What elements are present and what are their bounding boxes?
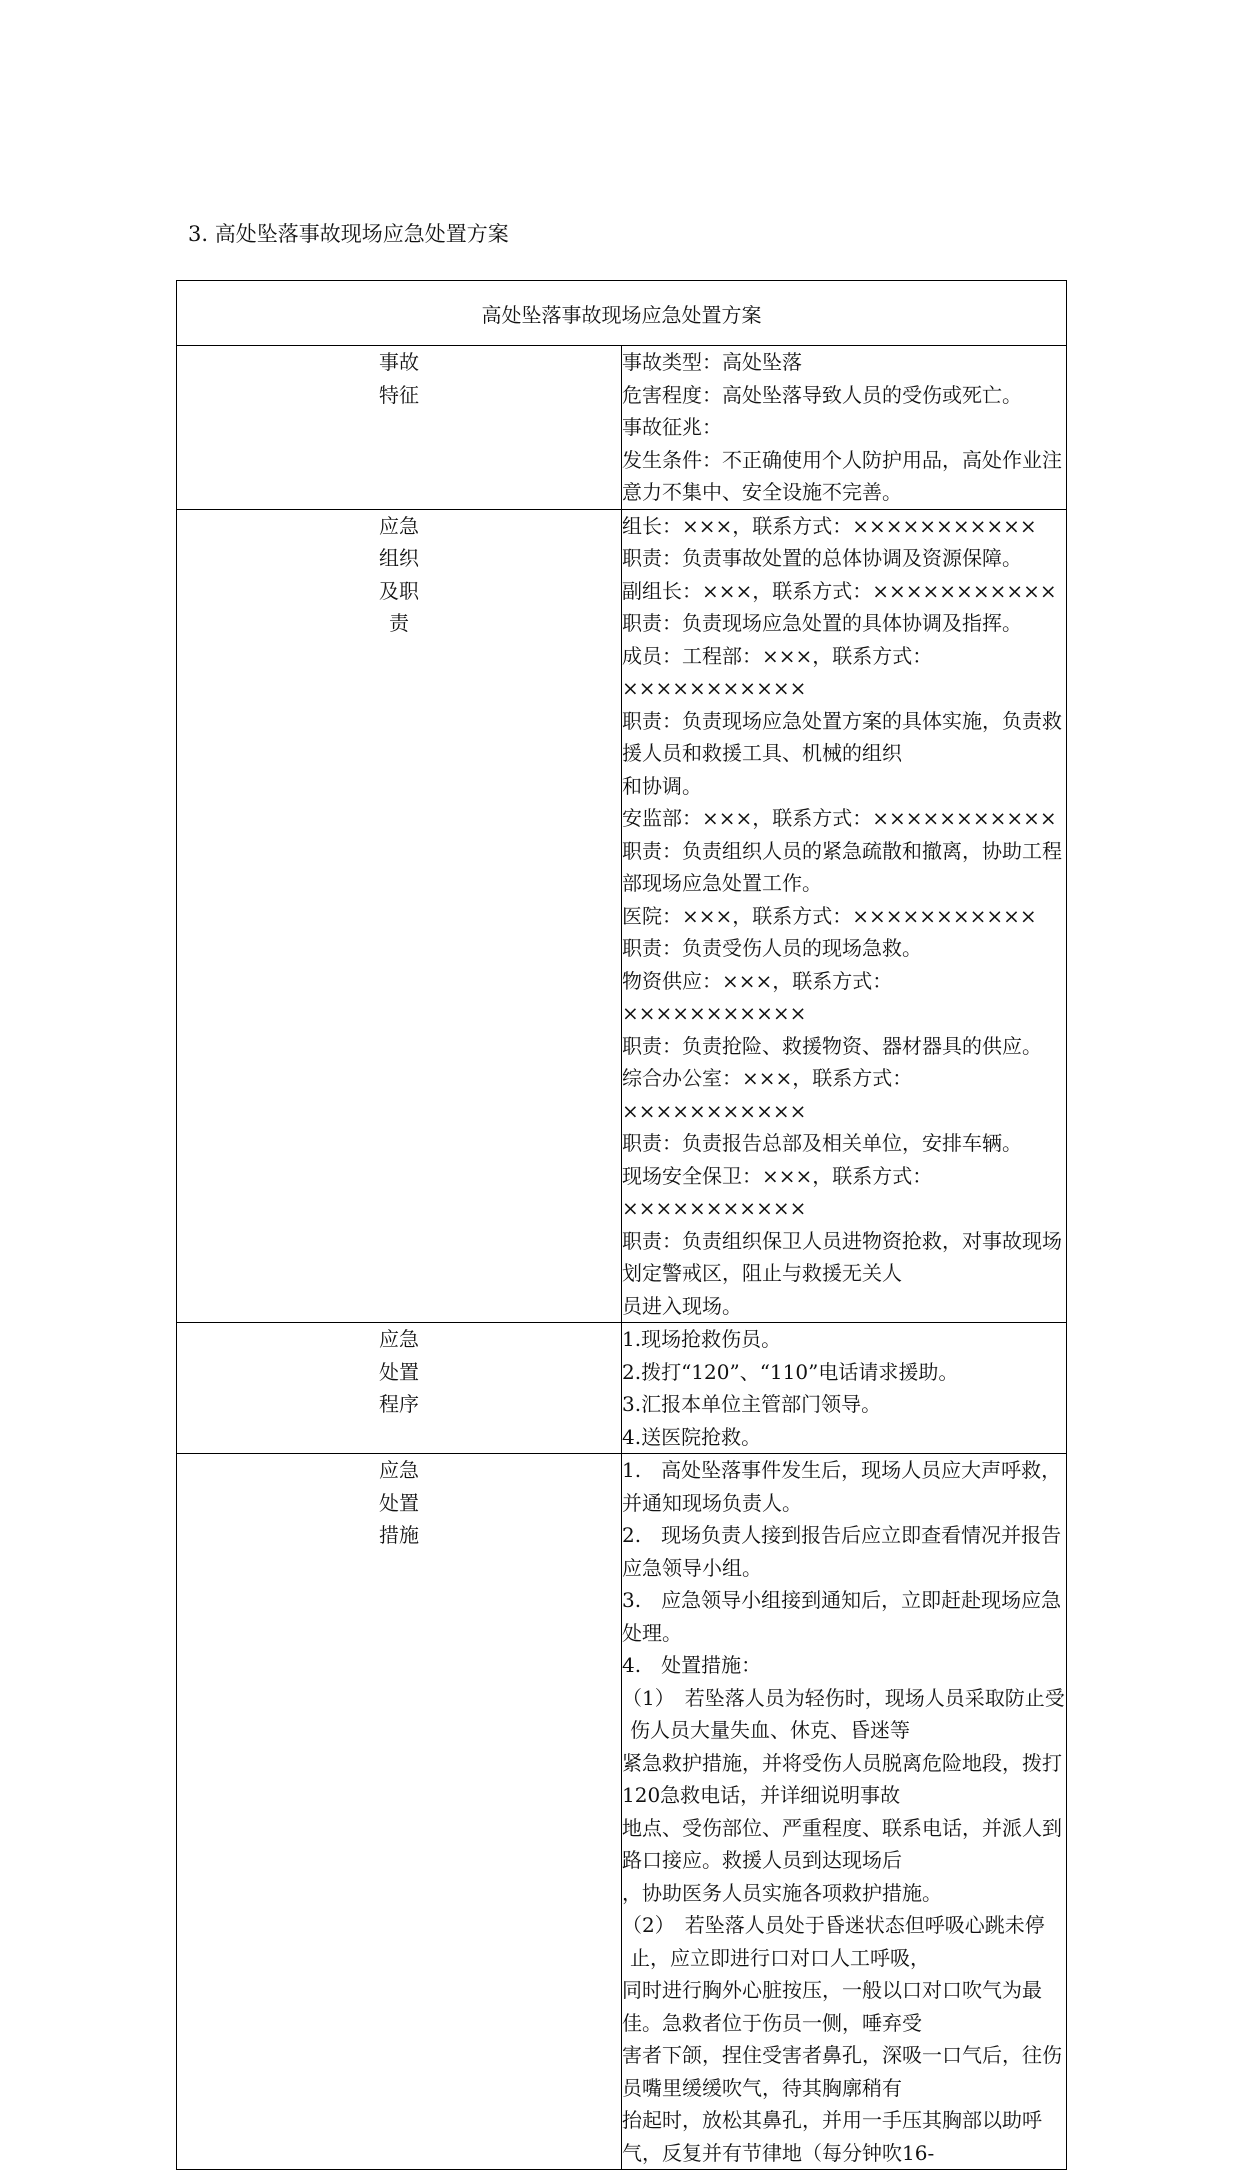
- content-line: 事故征兆：: [622, 415, 722, 439]
- label-line: 应急: [379, 513, 419, 538]
- content-line: 医院：×××，联系方式：×××××××××××: [622, 903, 1037, 928]
- content-line: 事故类型：高处坠落: [622, 350, 802, 374]
- content-line: 职责：负责组织保卫人员进物资抢救，对事故现场划定警戒区，阻止与救援无关人: [622, 1228, 1062, 1285]
- content-line: 职责：负责报告总部及相关单位，安排车辆。: [622, 1131, 1022, 1155]
- content-line: 同时进行胸外心脏按压，一般以口对口吹气为最佳。急救者位于伤员一侧，唾弃受: [622, 1978, 1042, 2035]
- content-line: 发生条件：不正确使用个人防护用品，高处作业注意力不集中、安全设施不完善。: [622, 447, 1062, 504]
- content-line: 4.送医院抢救。: [622, 1424, 762, 1449]
- row-content: [622, 346, 1067, 510]
- label-line: 应急: [379, 1458, 419, 1482]
- content-line: 危害程度：高处坠落导致人员的受伤或死亡。: [622, 382, 1022, 407]
- section-heading: 3. 高处坠落事故现场应急处置方案: [188, 222, 509, 246]
- content-line: 抬起时，放松其鼻孔，并用一手压其胸部以助呼气，反复并有节律地（每分钟吹16-: [622, 2108, 1042, 2165]
- table-row: [177, 346, 1067, 510]
- table-title: 高处坠落事故现场应急处置方案: [177, 281, 1067, 346]
- row-label: [177, 346, 622, 510]
- label-line: 处置: [379, 1490, 419, 1515]
- content-line: 综合办公室：×××，联系方式：×××××××××××: [622, 1066, 913, 1123]
- content-line: 和协调。: [622, 773, 702, 798]
- content-line: 紧急救护措施，并将受伤人员脱离危险地段，拨打120急救电话，并详细说明事故: [622, 1750, 1062, 1807]
- content-line: 物资供应：×××，联系方式：×××××××××××: [622, 968, 893, 1025]
- content-line: 职责：负责抢险、救援物资、器材器具的供应。: [622, 1033, 1042, 1058]
- content-line: 员进入现场。: [622, 1293, 742, 1318]
- content-line: 4. 处置措施：: [622, 1653, 762, 1677]
- content-line: 3.汇报本单位主管部门领导。: [622, 1392, 882, 1416]
- content-line: 1. 高处坠落事件发生后，现场人员应大声呼救，并通知现场负责人。: [622, 1458, 1062, 1515]
- content-line: 安监部：×××，联系方式：×××××××××××: [622, 806, 1057, 830]
- content-line: 1.现场抢救伤员。: [622, 1327, 782, 1351]
- row-content: [622, 1323, 1067, 1454]
- row-label: [177, 509, 622, 1323]
- row-label: [177, 1323, 622, 1454]
- row-label: [177, 1454, 622, 2170]
- label-line: 及职: [379, 578, 419, 603]
- content-line: 现场安全保卫：×××，联系方式：×××××××××××: [622, 1163, 933, 1220]
- content-line: 职责：负责受伤人员的现场急救。: [622, 936, 922, 960]
- label-line: 事故: [379, 350, 419, 374]
- content-line: 2. 现场负责人接到报告后应立即查看情况并报告应急领导小组。: [622, 1523, 1062, 1580]
- content-line: 职责：负责现场应急处置方案的具体实施，负责救援人员和救援工具、机械的组织: [622, 708, 1062, 765]
- label-line: 措施: [379, 1523, 419, 1547]
- table-row: [177, 1454, 1067, 2170]
- row-content: [622, 1454, 1067, 2170]
- content-line: ，协助医务人员实施各项救护措施。: [622, 1880, 942, 1905]
- content-line: 地点、受伤部位、严重程度、联系电话，并派人到路口接应。救援人员到达现场后: [622, 1815, 1062, 1872]
- table-row: [177, 1323, 1067, 1454]
- content-line: （2） 若坠落人员处于昏迷状态但呼吸心跳未停止，应立即进行口对口人工呼吸，: [622, 1913, 1045, 1970]
- content-line: 副组长：×××，联系方式：×××××××××××: [622, 578, 1057, 603]
- label-line: 应急: [379, 1327, 419, 1351]
- content-line: 害者下颌，捏住受害者鼻孔，深吸一口气后，往伤员嘴里缓缓吹气，待其胸廓稍有: [622, 2043, 1062, 2100]
- content-line: 职责：负责现场应急处置的具体协调及指挥。: [622, 611, 1022, 635]
- label-line: 程序: [379, 1392, 419, 1416]
- emergency-plan-table: [176, 280, 1067, 2170]
- row-content: [622, 509, 1067, 1323]
- content-line: 成员：工程部：×××，联系方式：×××××××××××: [622, 643, 933, 700]
- label-line: 特征: [379, 382, 419, 407]
- table-title-row: [177, 281, 1067, 346]
- content-line: 职责：负责事故处置的总体协调及资源保障。: [622, 546, 1022, 570]
- label-line: 责: [389, 611, 409, 635]
- label-line: 处置: [379, 1359, 419, 1384]
- content-line: 职责：负责组织人员的紧急疏散和撤离，协助工程部现场应急处置工作。: [622, 838, 1062, 895]
- content-line: （1） 若坠落人员为轻伤时，现场人员采取防止受伤人员大量失血、休克、昏迷等: [622, 1685, 1065, 1742]
- table-row: [177, 509, 1067, 1323]
- content-line: 3. 应急领导小组接到通知后，立即赶赴现场应急处理。: [622, 1588, 1062, 1645]
- content-line: 2.拨打“120”、“110”电话请求援助。: [622, 1359, 959, 1384]
- content-line: 组长：×××，联系方式：×××××××××××: [622, 513, 1037, 538]
- label-line: 组织: [379, 546, 419, 570]
